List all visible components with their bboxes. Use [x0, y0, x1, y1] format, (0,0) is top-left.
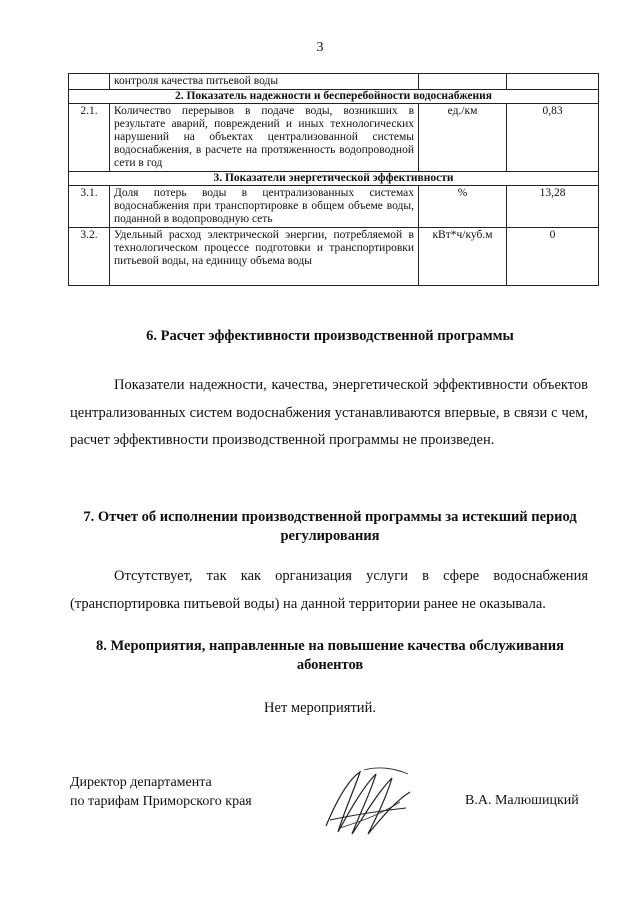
- section-7-heading: 7. Отчет об исполнении производственной программы за истекший период регулирования: [83, 509, 577, 544]
- row-number: 3.1.: [69, 186, 110, 228]
- indicators-table: [68, 73, 599, 286]
- row-number: 2.1.: [69, 104, 110, 172]
- section-title: 3. Показатели энергетической эффективности: [69, 172, 599, 186]
- row-unit: [419, 74, 507, 90]
- section-header-row: [69, 172, 599, 186]
- row-number: 3.2.: [69, 228, 110, 286]
- signatory-position: [70, 773, 252, 811]
- row-value: 0,83: [507, 104, 599, 172]
- signatory-name: В.А. Малюшицкий: [465, 793, 579, 808]
- section-title: 2. Показатель надежности и бесперебойности водоснабжения: [69, 90, 599, 104]
- row-unit: кВт*ч/куб.м: [419, 228, 507, 286]
- table-row: [69, 186, 599, 228]
- table-row: [69, 104, 599, 172]
- position-line-1: Директор департамента: [70, 775, 212, 790]
- section-7-text: Отсутствует, так как организация услуги в сфере водоснабжения (транспортировка питьевой воды) на данной территории ранее не оказывала.: [70, 568, 588, 612]
- row-unit: %: [419, 186, 507, 228]
- section-6-text: Показатели надежности, качества, энергетической эффективности объектов централизованных систем водоснабжения устанавливаются впервые, в связи с чем, расчет эффективности производственной программы не произведен.: [70, 377, 588, 448]
- row-description: Количество перерывов в подаче воды, возникших в результате аварий, повреждений и иных технологических нарушений на объектах централизованной системы водоснабжения, в расчете на протяженность водопроводной сети в год: [110, 104, 419, 172]
- section-8-text: Нет мероприятий.: [264, 700, 376, 716]
- table-row: [69, 74, 599, 90]
- table-row: [69, 228, 599, 286]
- row-number: [69, 74, 110, 90]
- row-value: 0: [507, 228, 599, 286]
- section-6-heading: 6. Расчет эффективности производственной программы: [146, 328, 514, 344]
- position-line-2: по тарифам Приморского края: [70, 794, 252, 809]
- row-value: 13,28: [507, 186, 599, 228]
- row-description: Доля потерь воды в централизованных системах водоснабжения при транспортировке в общем объеме воды, поданной в водопроводную сеть: [110, 186, 419, 228]
- row-value: [507, 74, 599, 90]
- row-description: контроля качества питьевой воды: [110, 74, 419, 90]
- section-8-heading: 8. Мероприятия, направленные на повышение качества обслуживания абонентов: [96, 638, 564, 673]
- section-header-row: [69, 90, 599, 104]
- page-number: 3: [316, 40, 324, 55]
- handwritten-signature: [318, 762, 418, 842]
- row-unit: ед./км: [419, 104, 507, 172]
- row-description: Удельный расход электрической энергии, потребляемой в технологическом процессе подготовки и транспортировки питьевой воды, на единицу объема воды: [110, 228, 419, 286]
